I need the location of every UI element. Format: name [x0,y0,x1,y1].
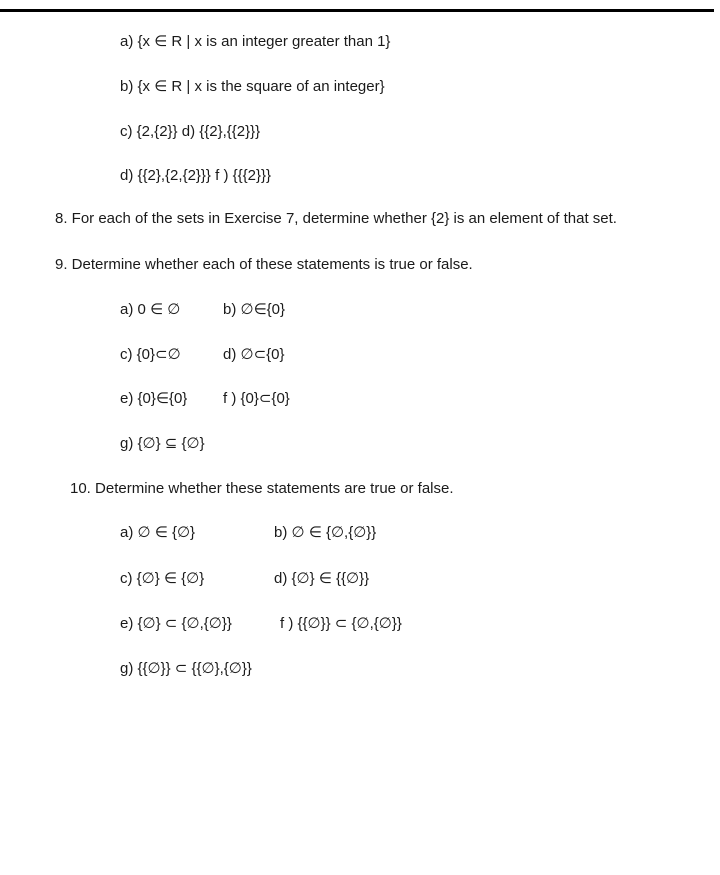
ex9-item-g: g) {∅} ⊆ {∅} [120,435,205,452]
ex10-heading: 10. Determine whether these statements are true or false. [70,480,454,497]
top-rule [0,9,714,12]
ex7-item-b: b) {x ∈ R | x is the square of an integer} [120,78,385,95]
ex9-item-a: a) 0 ∈ ∅ [120,301,181,318]
ex8-text: 8. For each of the sets in Exercise 7, determine whether {2} is an element of that set. [55,210,617,227]
ex10-item-d: d) {∅} ∈ {{∅}} [274,570,370,587]
ex10-item-f: f ) {{∅}} ⊂ {∅,{∅}} [280,615,402,632]
ex10-item-a: a) ∅ ∈ {∅} [120,524,196,541]
ex10-item-g: g) {{∅}} ⊂ {{∅},{∅}} [120,660,252,677]
ex10-item-c: c) {∅} ∈ {∅} [120,570,205,587]
ex10-item-b: b) ∅ ∈ {∅,{∅}} [274,524,377,541]
ex9-item-b: b) ∅∈{0} [223,301,285,318]
ex9-item-d: d) ∅⊂{0} [223,346,285,363]
ex7-item-a: a) {x ∈ R | x is an integer greater than 1} [120,33,391,50]
ex7-item-c: c) {2,{2}} d) {{2},{{2}}} [120,123,261,140]
ex9-item-e: e) {0}∈{0} [120,390,188,407]
ex9-item-c: c) {0}⊂∅ [120,346,181,363]
ex10-item-e: e) {∅} ⊂ {∅,{∅}} [120,615,232,632]
ex7-item-d: d) {{2},{2,{2}}} f ) {{{2}}} [120,167,272,184]
ex9-heading: 9. Determine whether each of these statements is true or false. [55,256,473,273]
ex9-item-f: f ) {0}⊂{0} [223,390,290,407]
